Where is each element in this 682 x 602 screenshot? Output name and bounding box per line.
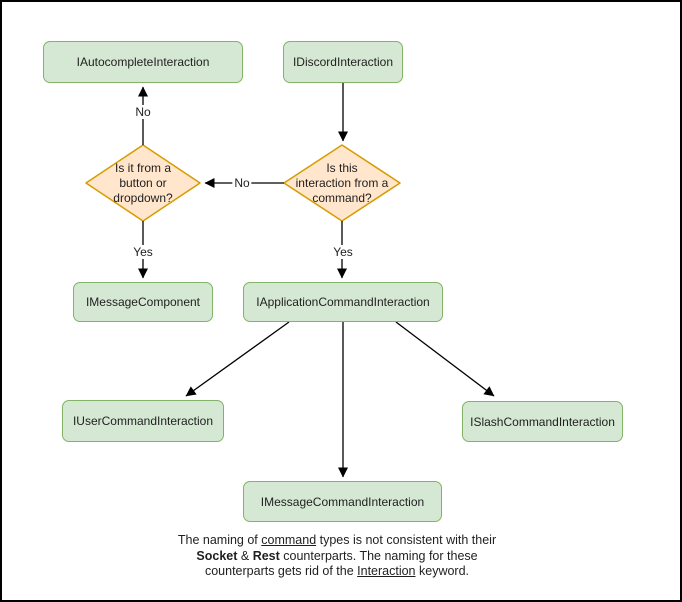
node-discord-interaction bbox=[283, 41, 403, 83]
node-autocomplete-interaction-label: IAutocompleteInteraction bbox=[76, 55, 210, 69]
decision-line: Is this bbox=[326, 161, 358, 175]
edge-label-no-left: No bbox=[234, 176, 250, 190]
edge-label-yes-left: Yes bbox=[133, 245, 153, 259]
arrow-to-user-command bbox=[186, 322, 289, 396]
node-message-component bbox=[73, 282, 213, 322]
node-user-command-interaction-label: IUserCommandInteraction bbox=[72, 414, 214, 428]
decision-line: dropdown? bbox=[113, 191, 173, 205]
decision-line: command? bbox=[312, 191, 372, 205]
node-user-command-interaction bbox=[62, 400, 224, 442]
node-application-command-interaction-label: IApplicationCommandInteraction bbox=[256, 295, 430, 309]
note-line-3: counterparts gets rid of the Interaction keyword. bbox=[204, 564, 470, 578]
edge-label-no-up: No bbox=[135, 105, 151, 119]
node-message-command-interaction-label: IMessageCommandInteraction bbox=[260, 494, 425, 509]
decision-from-command-label bbox=[284, 161, 400, 206]
node-message-component-label: IMessageComponent bbox=[85, 295, 201, 309]
decision-line: interaction from a bbox=[295, 176, 389, 190]
node-autocomplete-interaction bbox=[43, 41, 243, 83]
node-slash-command-interaction-label: ISlashCommandInteraction bbox=[470, 414, 615, 429]
decision-line: button or bbox=[119, 176, 167, 190]
node-application-command-interaction bbox=[243, 282, 443, 322]
node-discord-interaction-label: IDiscordInteraction bbox=[292, 55, 394, 69]
decision-button-or-dropdown-label bbox=[88, 161, 198, 206]
edge-label-yes-right: Yes bbox=[333, 245, 353, 259]
note-line-2: Socket & Rest counterparts. The naming for these bbox=[196, 548, 478, 563]
node-message-command-interaction bbox=[243, 481, 442, 522]
note-text bbox=[162, 533, 512, 580]
decision-line: Is it from a bbox=[114, 161, 171, 175]
arrow-to-slash-command bbox=[396, 322, 494, 396]
node-slash-command-interaction bbox=[462, 401, 623, 442]
note-line-1: The naming of command types is not consistent with their bbox=[177, 533, 497, 547]
